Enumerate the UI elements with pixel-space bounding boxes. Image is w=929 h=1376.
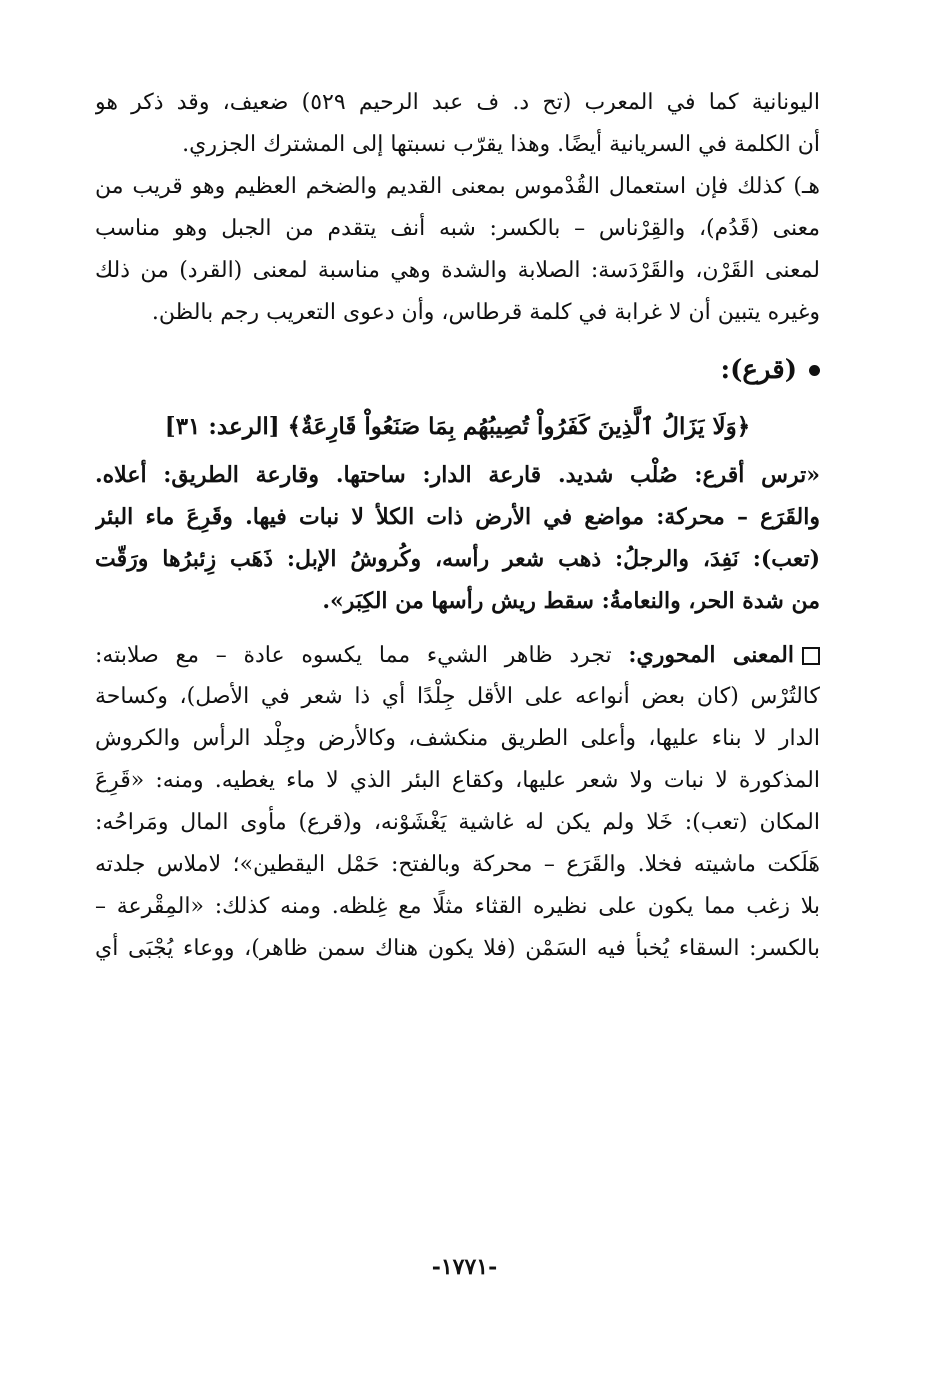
entry-heading-text: (قرع): xyxy=(720,355,797,385)
text-line: وغيره يتبين أن لا غرابة في كلمة قرطاس، وأن دعوى التعريب رجم بالظن. xyxy=(151,300,820,325)
text-line: هَلَكت ماشيته فخلا. والقَرَع – محركة وبالفتح: حَمْل اليقطين»؛ لاملاس جلدته xyxy=(95,852,820,877)
text-line: أن الكلمة في السريانية أيضًا. وهذا يقرّب نسبتها إلى المشترك الجزري. xyxy=(182,132,820,157)
text-line: الدار لا بناء عليها، وأعلى الطريق منكشف، وكالأرض وجِلْد الرأس والكروش xyxy=(95,726,820,751)
text-line: كالتُرْس (كان بعض أنواعه على الأقل جِلْدًا أي ذا شعر في الأصل)، وكساحة xyxy=(95,684,820,709)
axial-first-line xyxy=(95,634,820,676)
text-line: بالكسر: السقاء يُخبأ فيه السَمْن (فلا يكون هناك سمن ظاهر)، ووعاء يُجْبَى أي xyxy=(95,936,820,961)
axial-meaning xyxy=(95,634,820,970)
dictionary-quote xyxy=(95,454,820,622)
paragraph-a xyxy=(95,82,820,166)
axial-label: المعنى المحوري: xyxy=(628,642,794,668)
text-line: المذكورة لا نبات ولا شعر عليها، وكقاع البئر الذي لا ماء يغطيه. ومنه: «قَرِعَ xyxy=(95,768,820,793)
axial-first-text: تجرد ظاهر الشيء مما يكسوه عادة – مع صلابته: xyxy=(95,643,612,668)
page-number: -١٧٧١- xyxy=(431,1254,498,1280)
text-line: معنى (قَدُم)، والقِرْناس – بالكسر: شبه أنف يتقدم من الجبل وهو مناسب xyxy=(95,216,820,241)
paragraph-h xyxy=(95,166,820,334)
text-line: اليونانية كما في المعرب (تح د. ف عبد الرحيم ٥٢٩) ضعيف، وقد ذكر هو xyxy=(95,90,820,115)
text-line: (تعب): نَفِدَ، والرجلُ: ذهب شعر رأسه، وكُروشُ الإبل: ذَهَب زِئبرُها ورَقّت xyxy=(95,546,820,572)
quran-verse: ﴿وَلَا يَزَالُ ٱلَّذِينَ كَفَرُواْ تُصِيبُهُم بِمَا صَنَعُواْ قَارِعَةٌ﴾ [الرعد: ٣١] xyxy=(164,413,751,440)
entry-heading xyxy=(95,344,820,396)
text-line: من شدة الحر، والنعامةُ: سقط ريش رأسها من الكِبَر». xyxy=(322,588,820,614)
text-line: بلا زغب مما يكون على نظيره القثاء مثلًا مع غِلظه. ومنه كذلك: «المِقْرعة – xyxy=(95,894,820,919)
square-box-icon xyxy=(802,647,820,665)
text-line: لمعنى القَرْن، والقَرْدَسة: الصلابة والشدة وهي مناسبة لمعنى (القرد) من ذلك xyxy=(95,258,820,283)
text-line: المكان (تعب): خَلا ولم يكن له غاشية يَغْشَوْنه، و(قرع) مأوى المال ومَراحُه: xyxy=(95,810,820,835)
text-line: هـ) كذلك فإن استعمال القُدْموس بمعنى القديم والضخم العظيم وهو قريب من xyxy=(95,174,820,199)
text-line: «ترس أقرع: صُلْب شديد. قارعة الدار: ساحتها. وقارعة الطريق: أعلاه. xyxy=(95,462,820,488)
bullet-icon xyxy=(809,365,820,376)
page-body xyxy=(95,82,820,970)
text-line: والقَرَع – محركة: مواضع في الأرض ذات الكلأ لا نبات فيها. وقَرِعَ ماء البئر xyxy=(95,504,820,530)
